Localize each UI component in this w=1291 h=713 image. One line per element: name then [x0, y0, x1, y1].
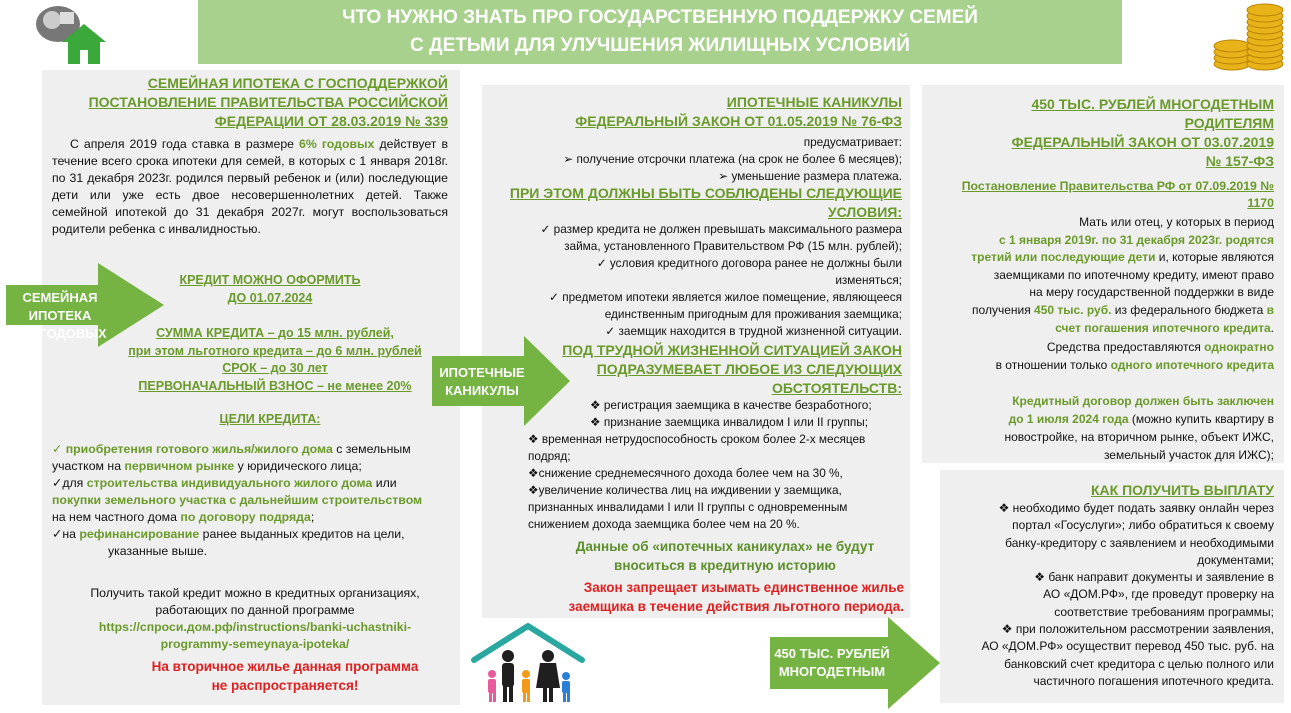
law-line-2: заемщика в течение действия льготного периода.: [568, 599, 904, 614]
condition-3-line-1: ✓ предметом ипотеки является жилое помещение, являющееся: [549, 290, 902, 304]
credit-deadline-1: КРЕДИТ МОЖНО ОФОРМИТЬ: [179, 273, 361, 287]
difficult-item-2: ❖ признание заемщика инвалидом I или II группы;: [590, 415, 869, 429]
middle-heading-1: ИПОТЕЧНЫЕ КАНИКУЛЫ: [726, 94, 902, 110]
goal-1-line-2: участком на первичном рынке у юридического лица;: [52, 459, 362, 473]
decree-line-1: Постановление Правительства РФ от 07.09.2019 №: [961, 179, 1274, 193]
how-to-get-heading: КАК ПОЛУЧИТЬ ВЫПЛАТУ: [1090, 482, 1274, 498]
left-heading-2: ПОСТАНОВЛЕНИЕ ПРАВИТЕЛЬСТВА РОССИЙСКОЙ: [88, 94, 448, 110]
difficult-heading-1: ПОД ТРУДНОЙ ЖИЗНЕННОЙ СИТУАЦИЕЙ ЗАКОН: [562, 342, 902, 358]
contract-line-3: новостройке, на вторичном рынке, объект ИЖС,: [1004, 430, 1274, 444]
contract-line-4: земельный участок для ИЖС);: [1103, 448, 1274, 462]
diamond-bullet-icon: ❖: [998, 501, 1013, 515]
eligibility-line-3: третий или последующие дети и, которые являются: [971, 250, 1274, 265]
arrow-right-line-1: 450 ТЫС. РУБЛЕЙ: [774, 646, 890, 661]
family-icon: [468, 622, 588, 706]
eligibility-line-4: заемщиками по ипотечному кредиту, имеют право: [993, 267, 1274, 282]
intro-text-a: С апреля 2019 года ставка в размере: [70, 137, 300, 151]
credit-preferential: при этом льготного кредита – до 6 млн. рублей: [128, 343, 422, 358]
contract-line-2: до 1 июля 2024 года (можно купить квартиру в: [1008, 412, 1274, 426]
right-heading-4: № 157-ФЗ: [1205, 153, 1274, 169]
goal-2-line-1: ✓для строительства индивидуального жилого дома или: [52, 476, 397, 490]
one-time-line-2: в отношении только одного ипотечного кредита: [995, 358, 1274, 372]
eligibility-line-1: Мать или отец, у которых в период: [1079, 215, 1274, 229]
coins-icon: [1210, 0, 1288, 72]
conditions-heading-2: УСЛОВИЯ:: [827, 204, 902, 220]
right-heading-1: 450 ТЫС. РУБЛЕЙ МНОГОДЕТНЫМ: [1031, 96, 1274, 112]
where-to-get: [60, 585, 450, 653]
step-2-line-3: соответствие требованиям программы;: [1054, 604, 1274, 619]
arrow-left-line-1: СЕМЕЙНАЯ: [22, 290, 98, 305]
check-icon: ✓: [52, 476, 63, 490]
intro-text-c: действует в течение всего срока ипотеки для семей, в которых с 1 января 2018г. по 31 декабря 2023г. родился первый ребенок и (или) последующие дети или уже есть двое несовершеннолетних детей. Также семейной ипотекой до 31 декабря 2027г. могут воспользоваться родители ребенка с инвалидностью.: [52, 137, 449, 236]
where-to-get-2: работающих по данной программе: [155, 603, 355, 617]
eligibility-line-2: с 1 января 2019г. по 31 декабря 2023г. родятся: [999, 232, 1274, 247]
where-to-get-1: Получить такой кредит можно в кредитных организациях,: [90, 586, 420, 600]
difficult-item-5-line-3: снижением дохода заемщика более чем на 20 %.: [528, 517, 800, 531]
left-intro: [52, 136, 448, 238]
goal-2-line-2: покупки земельного участка с дальнейшим строительством: [52, 493, 423, 507]
step-1-line-4: документами;: [1197, 552, 1274, 567]
how-to-get-steps: [944, 500, 1274, 690]
contract-line-1: Кредитный договор должен быть заключен: [1012, 394, 1274, 408]
left-heading-3: ФЕДЕРАЦИИ ОТ 28.03.2019 № 339: [214, 113, 448, 129]
step-3-line-2: АО «ДОМ.РФ» осуществит перевод 450 тыс. руб. на: [981, 639, 1274, 654]
step-2-line-1: ❖ банк направит документы и заявление в: [1034, 570, 1274, 585]
difficult-item-4: ❖снижение среднемесячного дохода более чем на 30 %,: [528, 466, 843, 480]
condition-4: ✓ заемщик находится в трудной жизненной ситуации.: [605, 324, 902, 338]
diamond-bullet-icon: ❖: [1034, 570, 1049, 585]
goal-1-line-1: ✓ приобретения готового жилья/жилого дома с земельным: [52, 442, 411, 456]
arrow-bullet-icon: ➢: [718, 169, 732, 183]
difficult-item-3-line-2: подряд;: [528, 449, 571, 463]
credit-history-note-2: вноситься в кредитную историю: [614, 558, 836, 573]
condition-1-line-1: ✓ размер кредита не должен превышать максимального размера: [540, 222, 902, 236]
provides-block: [500, 134, 902, 185]
difficult-heading-3: ОБСТОЯТЕЛЬСТВ:: [771, 380, 902, 396]
check-icon: ✓: [52, 442, 63, 456]
step-1-line-1: ❖ необходимо будет подать заявку онлайн через: [998, 501, 1274, 515]
middle-heading-2: ФЕДЕРАЛЬНЫЙ ЗАКОН ОТ 01.05.2019 № 76-ФЗ: [575, 113, 902, 129]
credit-deadline-2: ДО 01.07.2024: [227, 291, 313, 305]
check-icon: ✓: [540, 222, 554, 236]
contract-deadline: [930, 392, 1274, 464]
diamond-bullet-icon: ❖: [590, 398, 604, 412]
diamond-bullet-icon: ❖: [528, 432, 542, 446]
eligibility-text: [930, 214, 1274, 337]
credit-deadline: [160, 271, 380, 307]
law-line-1: Закон запрещает изымать единственное жилье: [583, 580, 904, 595]
difficult-situations-list: [528, 397, 904, 533]
middle-heading: [490, 93, 902, 131]
decree-line-2: 1170: [1247, 196, 1274, 210]
condition-2-line-1: ✓ условия кредитного договора ранее не должны были: [596, 256, 902, 270]
difficult-heading-2: ПОДРАЗУМЕВАЕТ ЛЮБОЕ ИЗ СЛЕДУЮЩИХ: [596, 361, 902, 377]
step-3-line-4: частичного погашения ипотечного кредита.: [1033, 673, 1274, 688]
conditions-heading: [490, 184, 902, 222]
difficult-situation-heading: [540, 341, 902, 398]
credit-history-note: [540, 537, 910, 575]
goals-title: ЦЕЛИ КРЕДИТА:: [219, 412, 321, 426]
program-link-2[interactable]: programmy-semeynaya-ipoteka/: [160, 637, 350, 651]
difficult-item-5-line-1: ❖увеличение количества лиц на иждивении у заемщика,: [528, 483, 842, 497]
diamond-bullet-icon: ❖: [528, 466, 539, 480]
check-icon: ✓: [596, 256, 610, 270]
check-icon: ✓: [52, 527, 63, 541]
arrow-left-line-3: 6 % ГОДОВЫХ: [13, 326, 107, 341]
difficult-item-5-line-2: признанных инвалидами I или II группы с одновременным: [528, 500, 848, 514]
provides-label: предусматривает:: [803, 135, 902, 149]
eligibility-line-6: получения 450 тыс. руб. из федерального бюджета в: [972, 302, 1274, 317]
difficult-item-1: ❖ регистрация заемщика в качестве безработного;: [590, 398, 872, 412]
right-heading: [930, 95, 1274, 171]
difficult-item-3-line-1: ❖ временная нетрудоспособность сроком более 2-х месяцев: [528, 432, 866, 446]
one-time-payment: [930, 338, 1274, 374]
warning-line-2: не распространяется!: [211, 678, 359, 693]
left-heading-1: СЕМЕЙНАЯ ИПОТЕКА С ГОСПОДДЕРЖКОЙ: [147, 75, 448, 91]
title-line-2: С ДЕТЬМИ ДЛЯ УЛУЧШЕНИЯ ЖИЛИЩНЫХ УСЛОВИЙ: [410, 35, 910, 56]
housing-protection-law: [500, 578, 904, 616]
program-link-1[interactable]: https://спроси.дом.рф/instructions/banki-uchastniki-: [98, 620, 412, 634]
step-1-line-2: портал «Госуслуги»; либо обратиться к своему: [1012, 518, 1274, 533]
credit-sum: СУММА КРЕДИТА – до 15 млн. рублей,: [156, 326, 394, 340]
eligibility-line-5: на меру государственной поддержки в виде: [1029, 285, 1274, 300]
arrow-left-line-2: ИПОТЕКА: [28, 308, 92, 323]
goal-3-line-1: ✓на рефинансирование ранее выданных кредитов на цели,: [52, 527, 405, 541]
provides-item-1: ➢ получение отсрочки платежа (на срок не более 6 месяцев);: [563, 152, 902, 166]
credit-terms: [110, 325, 440, 395]
page-title: [198, 0, 1122, 64]
condition-1-line-2: займа, установленного Правительством РФ (15 млн. рублей);: [564, 239, 902, 253]
right-heading-2: РОДИТЕЛЯМ: [1184, 115, 1274, 131]
eligibility-line-7: счет погашения ипотечного кредита.: [1055, 320, 1274, 335]
government-decree: [930, 178, 1274, 212]
house-icon: [28, 2, 114, 66]
step-3-line-1: ❖ при положительном рассмотрении заявления,: [1001, 622, 1274, 637]
diamond-bullet-icon: ❖: [1001, 622, 1016, 637]
left-heading: [48, 74, 448, 131]
arrow-right-line-2: МНОГОДЕТНЫМ: [778, 664, 886, 679]
arrow-middle-line-2: КАНИКУЛЫ: [445, 383, 519, 398]
right-heading-3: ФЕДЕРАЛЬНЫЙ ЗАКОН ОТ 03.07.2019: [1011, 134, 1274, 150]
check-icon: ✓: [605, 324, 619, 338]
check-icon: ✓: [549, 290, 563, 304]
large-families-arrow: [770, 617, 942, 709]
credit-down-payment: ПЕРВОНАЧАЛЬНЫЙ ВЗНОС – не менее 20%: [138, 378, 412, 393]
warning-line-1: На вторичное жилье данная программа: [151, 659, 419, 674]
conditions-list: [488, 221, 902, 340]
goal-3-line-2: указанные выше.: [108, 544, 208, 558]
step-3-line-3: банковский счет кредитора с целью полного или: [1004, 656, 1274, 671]
credit-history-note-1: Данные об «ипотечных каникулах» не будут: [575, 539, 875, 554]
intro-rate: 6% годовых: [299, 137, 375, 151]
condition-2-line-2: изменяться;: [835, 273, 902, 287]
provides-item-2: ➢ уменьшение размера платежа.: [718, 169, 902, 183]
one-time-line-1: Средства предоставляются однократно: [1046, 340, 1274, 354]
arrow-bullet-icon: ➢: [563, 152, 577, 166]
diamond-bullet-icon: ❖: [528, 483, 539, 497]
step-2-line-2: АО «ДОМ.РФ», где проведут проверку на: [1043, 587, 1274, 602]
credit-term: СРОК – до 30 лет: [222, 361, 328, 375]
secondary-housing-warning: [120, 657, 450, 695]
title-line-1: ЧТО НУЖНО ЗНАТЬ ПРО ГОСУДАРСТВЕННУЮ ПОДДЕРЖКУ СЕМЕЙ: [342, 7, 978, 28]
goal-2-line-3: на нем частного дома по договору подряда;: [52, 510, 315, 524]
step-1-line-3: банку-кредитору с заявлением и необходимыми: [1005, 535, 1274, 550]
diamond-bullet-icon: ❖: [590, 415, 604, 429]
conditions-heading-1: ПРИ ЭТОМ ДОЛЖНЫ БЫТЬ СОБЛЮДЕНЫ СЛЕДУЮЩИЕ: [509, 185, 902, 201]
condition-3-line-2: единственным пригодным для проживания заемщика;: [604, 307, 902, 321]
arrow-middle-line-1: ИПОТЕЧНЫЕ: [439, 365, 525, 380]
goals-list: [52, 441, 452, 560]
